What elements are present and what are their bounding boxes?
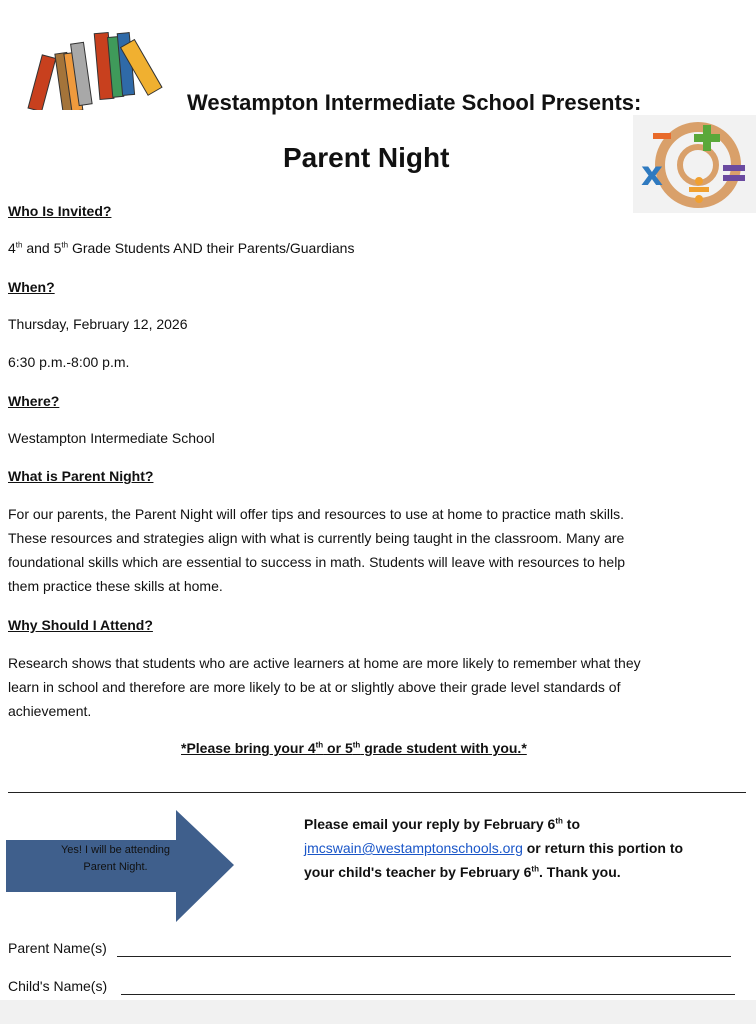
svg-text:x: x [641,154,663,194]
page-title: Parent Night [283,142,450,173]
what-line: These resources and strategies align with what is currently being taught in the classroom. Many are [8,530,625,546]
child-name-field[interactable] [121,994,735,995]
what-line: For our parents, the Parent Night will offer tips and resources to use at home to practice math skills. [8,506,625,522]
arrow-label-line: Parent Night. [83,861,148,873]
books-clipart [25,15,185,110]
what-line: foundational skills which are essential to success in math. Students will leave with resources to help [8,554,626,570]
rsvp-line-2: jmcswain@westamptonschools.org or return this portion to [304,840,684,856]
parent-name-field[interactable] [117,956,731,957]
who-heading: Who Is Invited? [8,203,112,219]
presents-heading: Westampton Intermediate School Presents: [187,90,642,115]
cut-line-divider [8,792,746,793]
where-text: Westampton Intermediate School [8,430,215,446]
why-line: Research shows that students who are active learners at home are more likely to remember what they [8,655,641,671]
math-symbols-clipart [633,115,756,213]
arrow-label-line: Yes! I will be attending [60,844,171,856]
rsvp-line-1: Please email your reply by February 6th to [304,816,581,832]
when-time: 6:30 p.m.-8:00 p.m. [8,354,130,370]
what-line: them practice these skills at home. [8,578,223,594]
page-bottom-margin [0,1000,756,1024]
what-heading: What is Parent Night? [8,468,154,484]
who-text: 4th and 5th Grade Students AND their Parents/Guardians [8,240,355,256]
arrow-label [8,842,223,876]
where-heading: Where? [8,393,60,409]
parent-name-label: Parent Name(s) [8,940,107,956]
rsvp-line-3: your child's teacher by February 6th. Thank you. [304,864,621,880]
email-link[interactable]: jmcswain@westamptonschools.org [304,840,523,856]
bring-student-note: *Please bring your 4th or 5th grade student with you.* [181,740,527,756]
when-heading: When? [8,279,55,295]
when-date: Thursday, February 12, 2026 [8,316,188,332]
why-line: achievement. [8,703,92,719]
child-name-label: Child's Name(s) [8,978,108,994]
why-line: learn in school and therefore are more likely to be at or slightly above their grade level standards of [8,679,621,695]
why-heading: Why Should I Attend? [8,617,153,633]
